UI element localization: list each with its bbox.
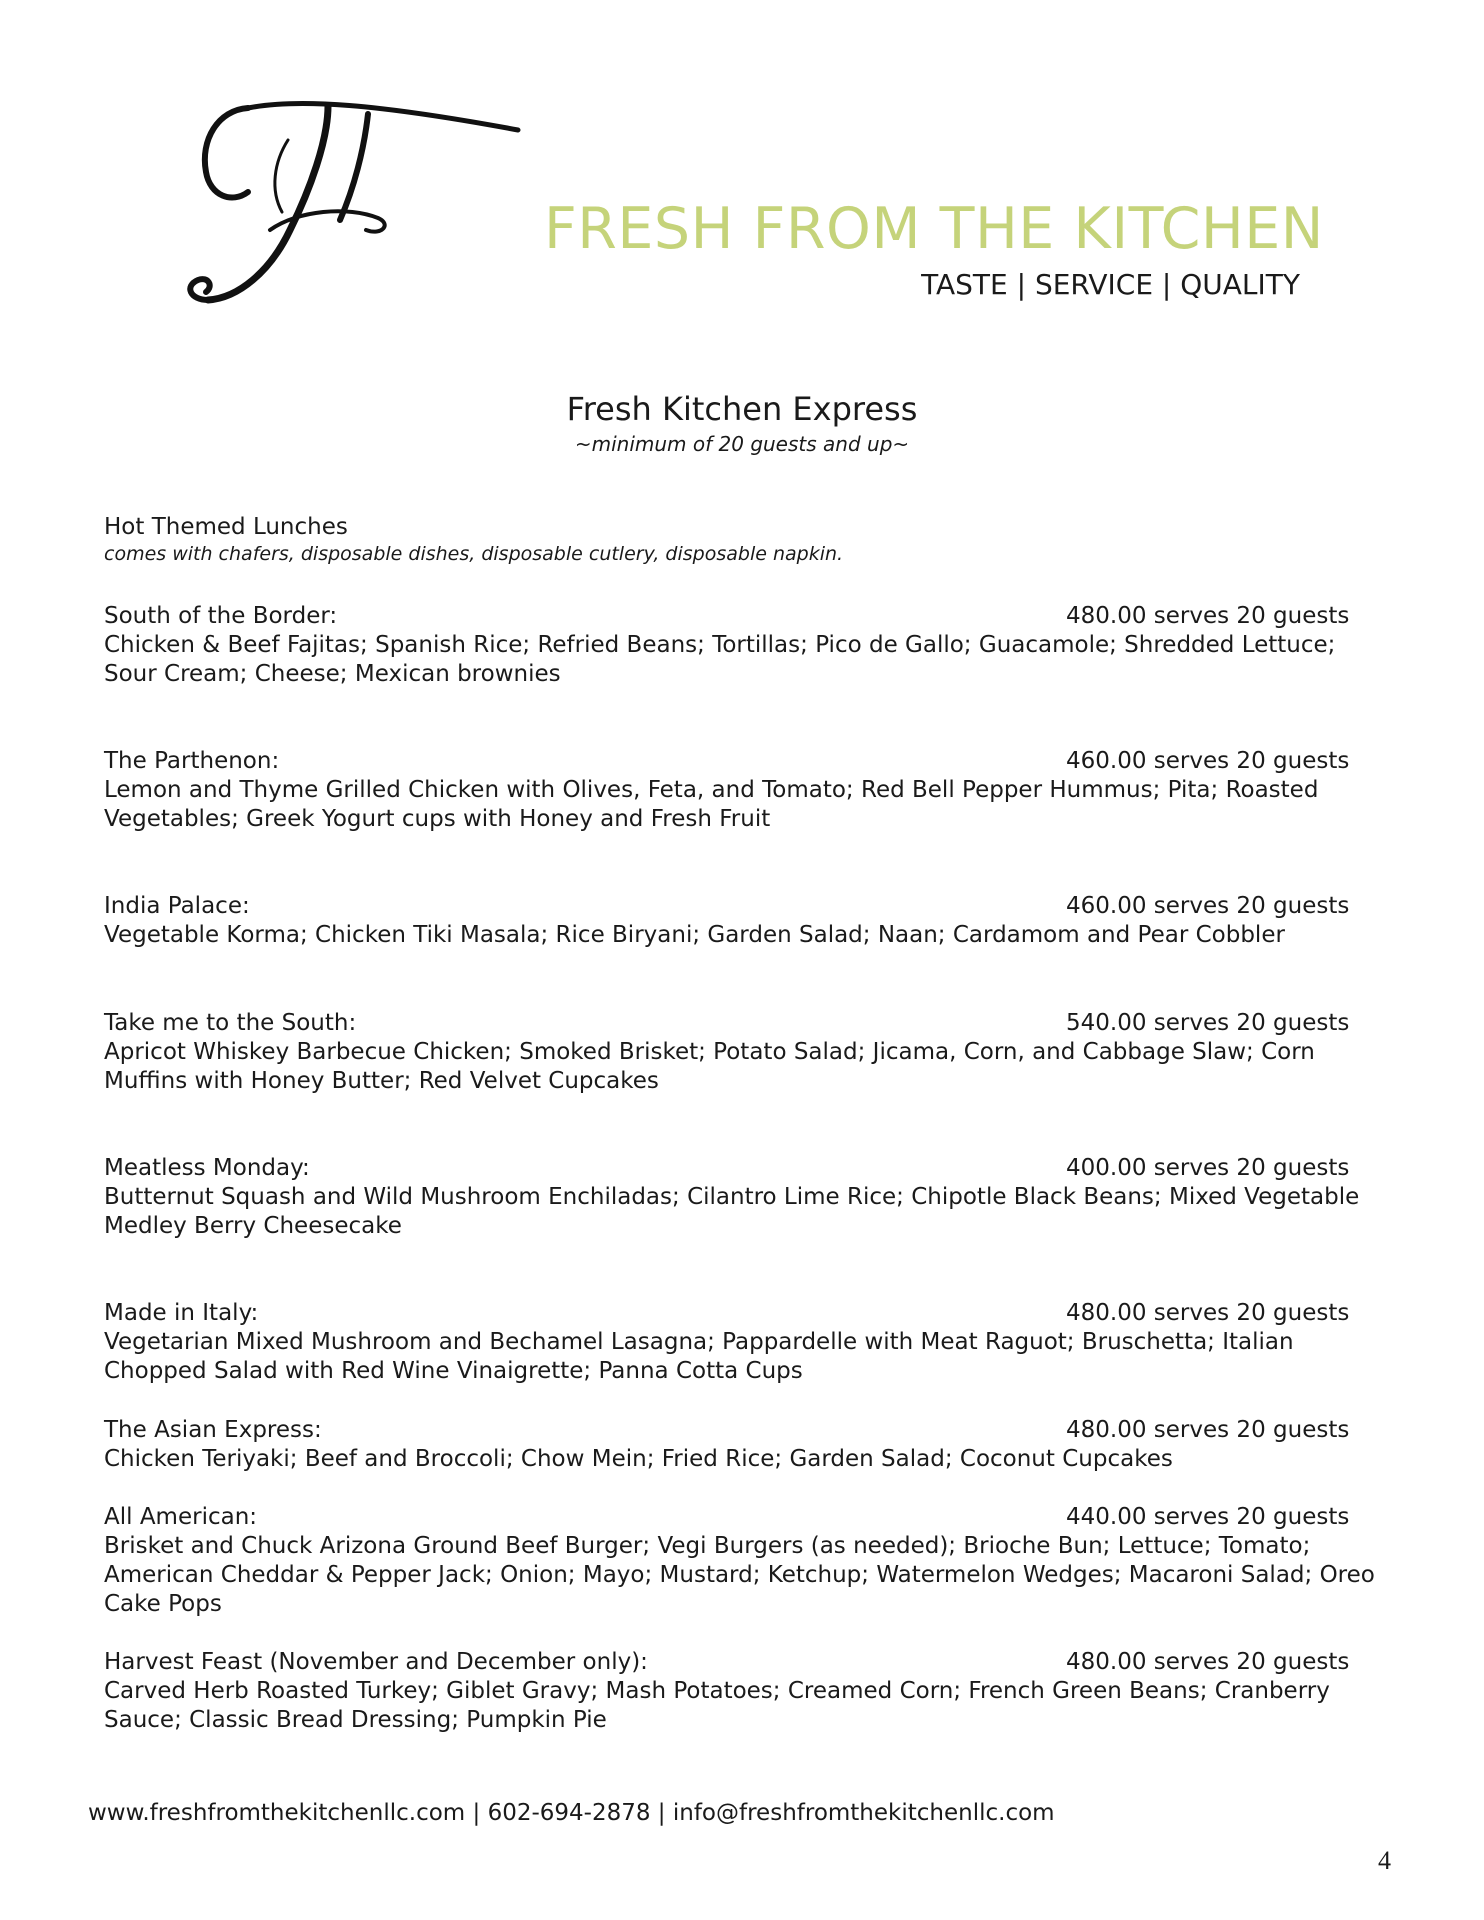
footer-contact: www.freshfromthekitchenllc.com | 602-694-2878 | info@freshfromthekitchenllc.com bbox=[88, 1800, 1055, 1826]
menu-item-price: 480.00 serves 20 guests bbox=[1066, 603, 1350, 629]
menu-item-name: All American: bbox=[104, 1504, 258, 1530]
menu-item-name: India Palace: bbox=[104, 893, 250, 919]
menu-item bbox=[104, 1503, 1394, 1619]
menu-item-name: The Asian Express: bbox=[104, 1417, 322, 1443]
section-heading: Hot Themed Lunches bbox=[104, 514, 348, 540]
page-subtitle: ~minimum of 20 guests and up~ bbox=[574, 432, 910, 456]
menu-item-price: 440.00 serves 20 guests bbox=[1066, 1504, 1350, 1530]
menu-item-name: Made in Italy: bbox=[104, 1300, 259, 1326]
menu-item-description: Butternut Squash and Wild Mushroom Enchiladas; Cilantro Lime Rice; Chipotle Black Beans; Mixed Vegetable Medley Berry Cheesecake bbox=[104, 1184, 1360, 1239]
menu-item-description: Lemon and Thyme Grilled Chicken with Olives, Feta, and Tomato; Red Bell Pepper Hummus; Pita; Roasted Vegetables; Greek Yogurt cups with Honey and Fresh Fruit bbox=[104, 777, 1319, 832]
menu-item-description: Vegetable Korma; Chicken Tiki Masala; Rice Biryani; Garden Salad; Naan; Cardamom and Pear Cobbler bbox=[104, 922, 1285, 948]
page-number: 4 bbox=[1378, 1846, 1391, 1875]
menu-item-name: The Parthenon: bbox=[104, 748, 280, 774]
brand-name: FRESH FROM THE KITCHEN bbox=[544, 196, 1324, 262]
menu-item-name: Meatless Monday: bbox=[104, 1155, 310, 1181]
menu-item bbox=[104, 1299, 1394, 1386]
brand-tagline: TASTE | SERVICE | QUALITY bbox=[921, 268, 1300, 301]
menu-item-price: 480.00 serves 20 guests bbox=[1066, 1300, 1350, 1326]
menu-item bbox=[104, 1154, 1394, 1241]
menu-item-name: South of the Border: bbox=[104, 603, 338, 629]
menu-item-description: Carved Herb Roasted Turkey; Giblet Gravy; Mash Potatoes; Creamed Corn; French Green Beans; Cranberry Sauce; Classic Bread Dressing; Pumpkin Pie bbox=[104, 1678, 1330, 1733]
menu-item-description: Chicken Teriyaki; Beef and Broccoli; Chow Mein; Fried Rice; Garden Salad; Coconut Cupcakes bbox=[104, 1446, 1173, 1472]
menu-item-price: 400.00 serves 20 guests bbox=[1066, 1155, 1350, 1181]
menu-item bbox=[104, 1648, 1394, 1735]
menu-item-description: Apricot Whiskey Barbecue Chicken; Smoked Brisket; Potato Salad; Jicama, Corn, and Cabbage Slaw; Corn Muffins with Honey Butter; Red Velvet Cupcakes bbox=[104, 1039, 1315, 1094]
menu-item-price: 540.00 serves 20 guests bbox=[1066, 1010, 1350, 1036]
menu-item bbox=[104, 747, 1394, 834]
section-note: comes with chafers, disposable dishes, disposable cutlery, disposable napkin. bbox=[104, 543, 844, 565]
menu-item-name: Take me to the South: bbox=[104, 1010, 357, 1036]
menu-item bbox=[104, 1009, 1394, 1096]
menu-item bbox=[104, 892, 1394, 950]
menu-item-price: 480.00 serves 20 guests bbox=[1066, 1417, 1350, 1443]
menu-item-name: Harvest Feast (November and December only): bbox=[104, 1649, 648, 1675]
menu-item bbox=[104, 1416, 1394, 1474]
menu-item-price: 460.00 serves 20 guests bbox=[1066, 748, 1350, 774]
page-title: Fresh Kitchen Express bbox=[566, 390, 918, 428]
menu-item-description: Chicken & Beef Fajitas; Spanish Rice; Refried Beans; Tortillas; Pico de Gallo; Guacamole; Shredded Lettuce; Sour Cream; Cheese; Mexican brownies bbox=[104, 632, 1336, 687]
menu-item bbox=[104, 602, 1394, 689]
menu-item-description: Vegetarian Mixed Mushroom and Bechamel Lasagna; Pappardelle with Meat Raguot; Bruschetta; Italian Chopped Salad with Red Wine Vinaigrette; Panna Cotta Cups bbox=[104, 1329, 1294, 1384]
menu-item-price: 480.00 serves 20 guests bbox=[1066, 1649, 1350, 1675]
script-f-monogram-icon bbox=[178, 100, 528, 320]
menu-item-description: Brisket and Chuck Arizona Ground Beef Burger; Vegi Burgers (as needed); Brioche Bun; Lettuce; Tomato; American Cheddar & Pepper Jack; Onion; Mayo; Mustard; Ketchup; Watermelon Wedges; Macaroni Salad; Oreo Cake Pops bbox=[104, 1533, 1375, 1617]
menu-item-price: 460.00 serves 20 guests bbox=[1066, 893, 1350, 919]
